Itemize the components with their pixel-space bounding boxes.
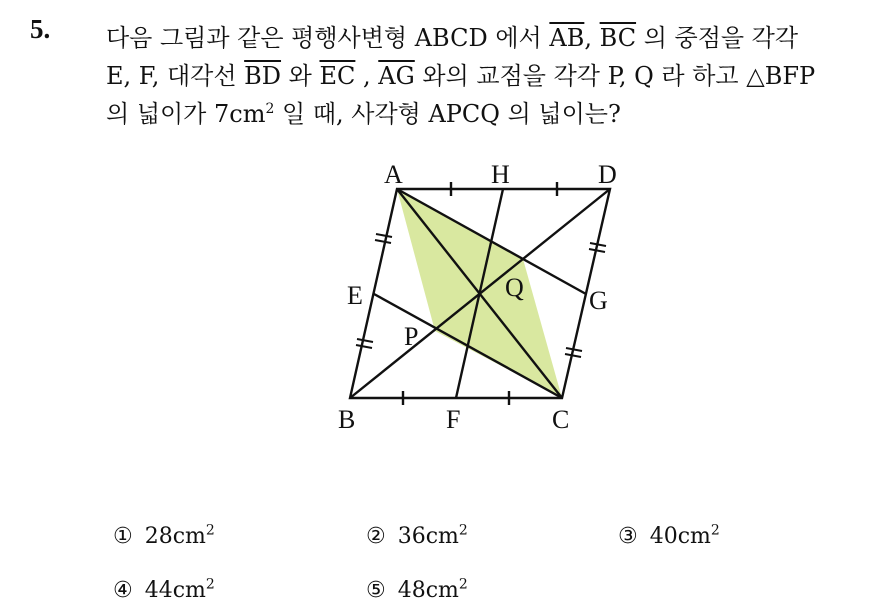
label-h: H bbox=[491, 160, 510, 189]
question-text: 의 중점을 각각 bbox=[636, 24, 799, 52]
choice-2[interactable] bbox=[366, 524, 468, 549]
question-text: E, F, 대각선 bbox=[106, 62, 245, 90]
choice-1[interactable] bbox=[113, 524, 215, 549]
segment-ag: $\overline{AG}$ bbox=[378, 62, 415, 90]
exponent: 2 bbox=[265, 101, 275, 117]
question-text: 일 때, 사각형 APCQ 의 넓이는? bbox=[274, 100, 621, 128]
question-line-1 bbox=[106, 18, 798, 53]
parallelogram-figure bbox=[330, 155, 630, 445]
segment-ab: $\overline{AB}$ bbox=[549, 24, 585, 52]
question-text: 의 넓이가 7cm bbox=[106, 100, 266, 128]
label-d: D bbox=[598, 160, 617, 189]
tick-mark bbox=[375, 240, 391, 243]
label-g: G bbox=[589, 286, 608, 315]
segment-bc: $\overline{BC}$ bbox=[599, 24, 637, 52]
choice-marker: ④ bbox=[113, 578, 133, 603]
choice-5[interactable] bbox=[366, 578, 468, 603]
question-text: 와의 교점을 각각 P, Q 라 하고 △BFP bbox=[414, 62, 816, 90]
segment-ec: $\overline{EC}$ bbox=[319, 62, 356, 90]
exponent: 2 bbox=[458, 522, 468, 539]
choice-marker: ③ bbox=[618, 524, 638, 549]
choice-value: 28cm bbox=[144, 524, 206, 549]
tick-mark bbox=[357, 339, 373, 342]
tick-mark bbox=[356, 345, 372, 348]
label-p: P bbox=[404, 322, 419, 351]
choice-value: 44cm bbox=[144, 578, 206, 603]
exponent: 2 bbox=[458, 576, 468, 593]
choice-value: 48cm bbox=[397, 578, 459, 603]
question-line-2 bbox=[106, 56, 815, 91]
choice-marker: ⑤ bbox=[366, 578, 386, 603]
label-c: C bbox=[552, 405, 570, 434]
choice-marker: ② bbox=[366, 524, 386, 549]
choice-marker: ① bbox=[113, 524, 133, 549]
choice-4[interactable] bbox=[113, 578, 215, 603]
choice-value: 40cm bbox=[649, 524, 711, 549]
question-line-3 bbox=[106, 94, 621, 129]
choice-value: 36cm bbox=[397, 524, 459, 549]
label-a: A bbox=[384, 160, 403, 189]
separator: , bbox=[584, 24, 600, 52]
exponent: 2 bbox=[205, 576, 215, 593]
question-text: 다음 그림과 같은 평행사변형 ABCD 에서 bbox=[106, 24, 550, 52]
segment-bd: $\overline{BD}$ bbox=[244, 62, 282, 90]
question-text: 와 bbox=[281, 62, 320, 90]
label-f: F bbox=[446, 405, 461, 434]
label-e: E bbox=[347, 281, 363, 310]
question-number: 5. bbox=[30, 14, 51, 44]
label-b: B bbox=[338, 405, 356, 434]
exponent: 2 bbox=[710, 522, 720, 539]
exponent: 2 bbox=[205, 522, 215, 539]
tick-mark bbox=[376, 234, 392, 237]
choice-3[interactable] bbox=[618, 524, 720, 549]
question-text: , bbox=[355, 62, 379, 90]
label-q: Q bbox=[505, 273, 524, 302]
